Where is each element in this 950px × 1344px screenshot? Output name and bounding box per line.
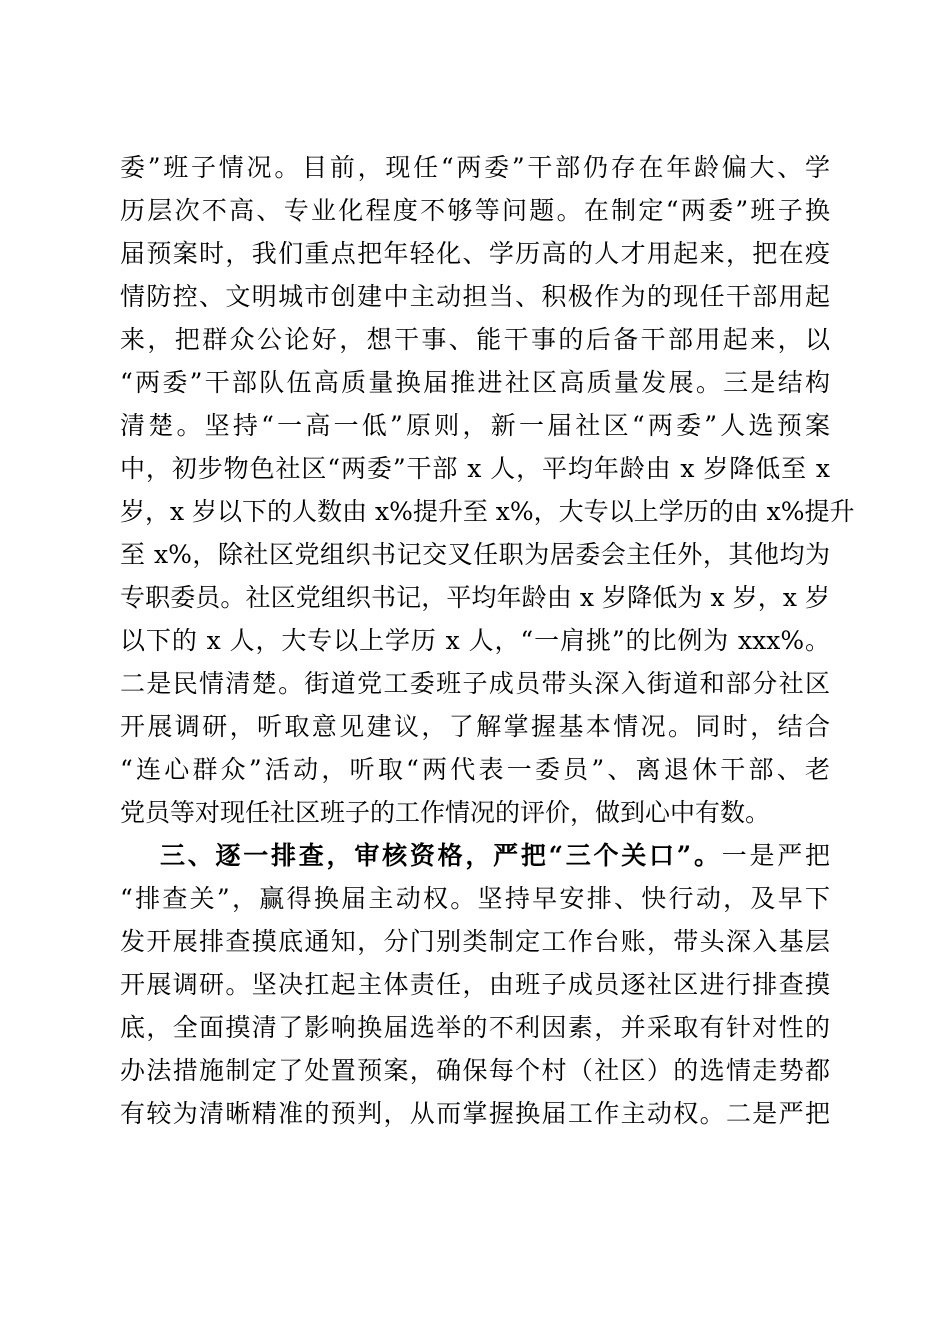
section-heading-line [160, 836, 830, 876]
section-heading-rest: 一是严把 [721, 841, 830, 870]
section-heading: 三、逐一排查，审核资格，严把“三个关口”。 [160, 841, 722, 870]
body-line-1: 委”班子情况。目前，现任“两委”干部仍存在年龄偏大、学 [120, 153, 830, 182]
body-line-15: “连心群众”活动，听取“两代表一委员”、离退休干部、老 [120, 755, 830, 784]
body-line-11: 专职委员。社区党组织书记，平均年龄由 x 岁降低为 x 岁，x 岁 [120, 583, 830, 612]
body-line-3: 届预案时，我们重点把年轻化、学历高的人才用起来，把在疫 [120, 239, 830, 268]
body-line-10: 至 x%，除社区党组织书记交叉任职为居委会主任外，其他均为 [120, 540, 830, 569]
body-line-6: “两委”干部队伍高质量换届推进社区高质量发展。三是结构 [120, 368, 830, 397]
body-line-9: 岁，x 岁以下的人数由 x%提升至 x%，大专以上学历的由 x%提升 [120, 497, 855, 526]
section-line-5: 办法措施制定了处置预案，确保每个村（社区）的选情走势都 [120, 1056, 830, 1085]
section-line-3: 开展调研。坚决扛起主体责任，由班子成员逐社区进行排查摸 [120, 970, 830, 999]
body-line-12: 以下的 x 人，大专以上学历 x 人，“一肩挑”的比例为 xxx%。 [120, 626, 830, 655]
section-line-4: 底，全面摸清了影响换届选举的不利因素，并采取有针对性的 [120, 1013, 830, 1042]
body-line-16: 党员等对现任社区班子的工作情况的评价，做到心中有数。 [120, 798, 771, 827]
section-line-6: 有较为清晰精准的预判，从而掌握换届工作主动权。二是严把 [120, 1099, 830, 1128]
section-line-1: “排查关”，赢得换届主动权。坚持早安排、快行动，及早下 [120, 884, 830, 913]
body-line-14: 开展调研，听取意见建议，了解掌握基本情况。同时，结合 [120, 712, 830, 741]
body-line-13: 二是民情清楚。街道党工委班子成员带头深入街道和部分社区 [120, 669, 830, 698]
body-line-5: 来，把群众公论好，想干事、能干事的后备干部用起来，以 [120, 325, 830, 354]
section-line-2: 发开展排查摸底通知，分门别类制定工作台账，带头深入基层 [120, 927, 830, 956]
body-line-4: 情防控、文明城市创建中主动担当、积极作为的现任干部用起 [120, 282, 830, 311]
body-line-7: 清楚。坚持“一高一低”原则，新一届社区“两委”人选预案 [120, 411, 830, 440]
body-line-2: 历层次不高、专业化程度不够等问题。在制定“两委”班子换 [120, 196, 830, 225]
body-line-8: 中，初步物色社区“两委”干部 x 人，平均年龄由 x 岁降低至 x [120, 454, 830, 483]
